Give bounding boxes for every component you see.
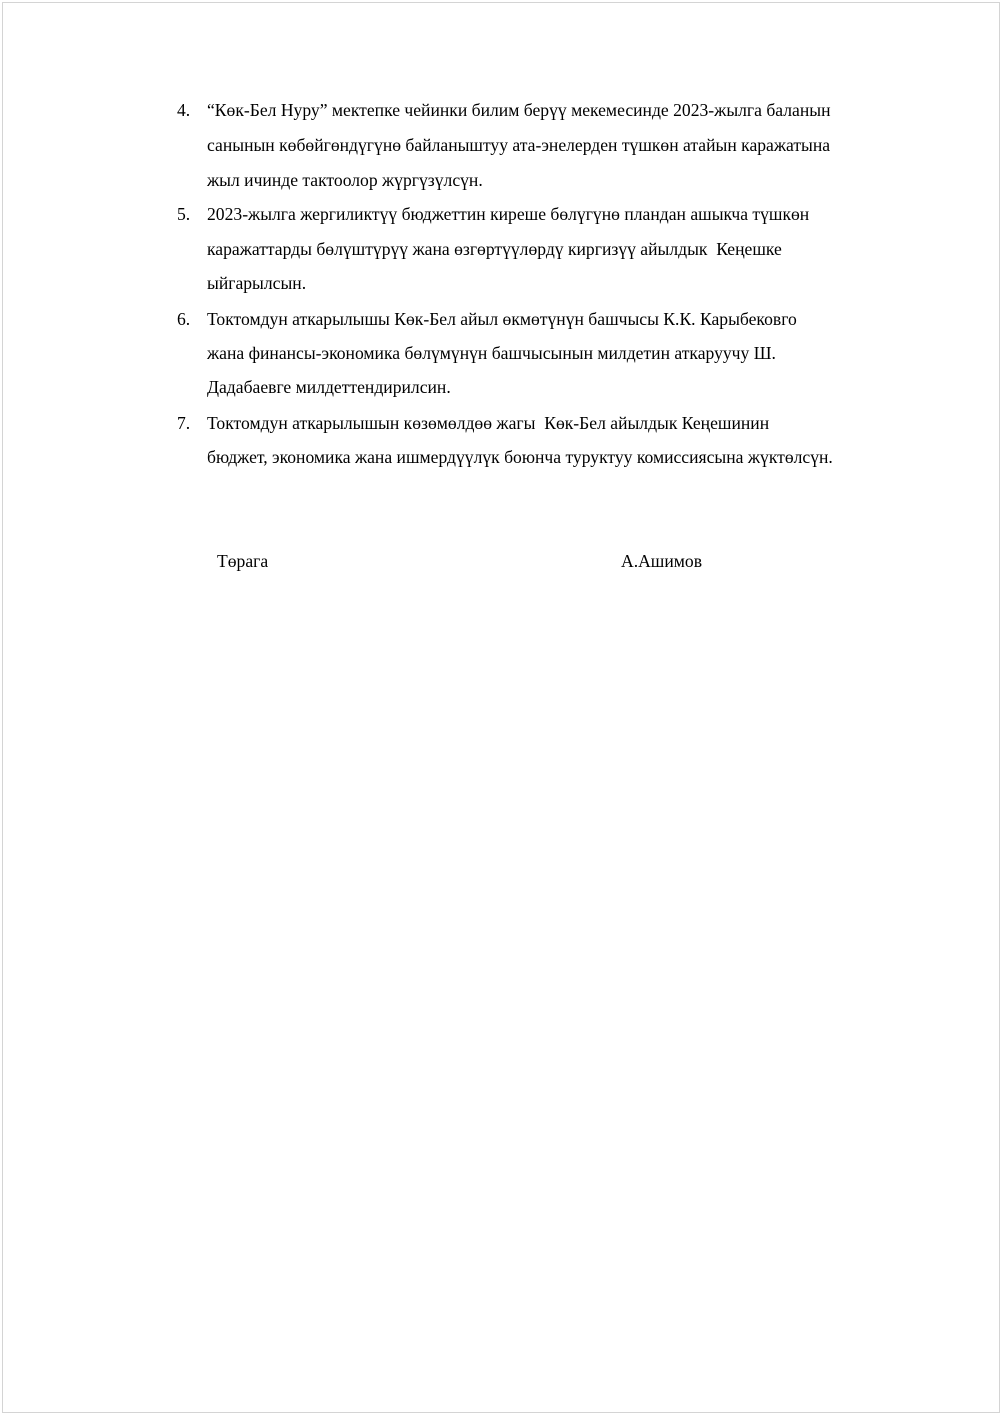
signatory-name: А.Ашимов [621, 551, 703, 571]
item-text-line: санынын көбөйгөндүгүнө байланыштуу ата-энелерден түшкөн атайын каражатына [207, 135, 831, 155]
item-text-line: ыйгарылсын. [207, 273, 307, 293]
item-text-line: жыл ичинде тактоолор жүргүзүлсүн. [207, 170, 483, 190]
item-text-line: каражаттарды бөлүштүрүү жана өзгөртүүлөрдү киргизүү айылдык Кеңешке [207, 239, 782, 259]
item-text-line: бюджет, экономика жана ишмердүүлүк боюнча туруктуу комиссиясына жүктөлсүн. [207, 447, 833, 467]
item-number: 6. [177, 309, 191, 329]
item-text-line: Токтомдун аткарылышы Көк-Бел айыл өкмөтүнүн башчысы К.К. Карыбековго [207, 309, 797, 329]
signature-title: Төрага [217, 551, 269, 571]
item-text-line: 2023-жылга жергиликтүү бюджеттин киреше бөлүгүнө пландан ашыкча түшкөн [207, 204, 810, 224]
item-number: 7. [177, 413, 191, 433]
item-text-line: Токтомдун аткарылышын көзөмөлдөө жагы Көк-Бел айылдык Кеңешинин [207, 413, 770, 433]
item-text-line: Дадабаевге милдеттендирилсин. [207, 377, 451, 397]
item-text-line: жана финансы-экономика бөлүмүнүн башчысынын милдетин аткаруучу Ш. [207, 343, 776, 363]
document-page [2, 2, 1000, 1413]
item-number: 5. [177, 204, 191, 224]
item-text-line: “Көк-Бел Нуру” мектепке чейинки билим берүү мекемесинде 2023-жылга баланын [207, 100, 831, 120]
item-number: 4. [177, 100, 191, 120]
